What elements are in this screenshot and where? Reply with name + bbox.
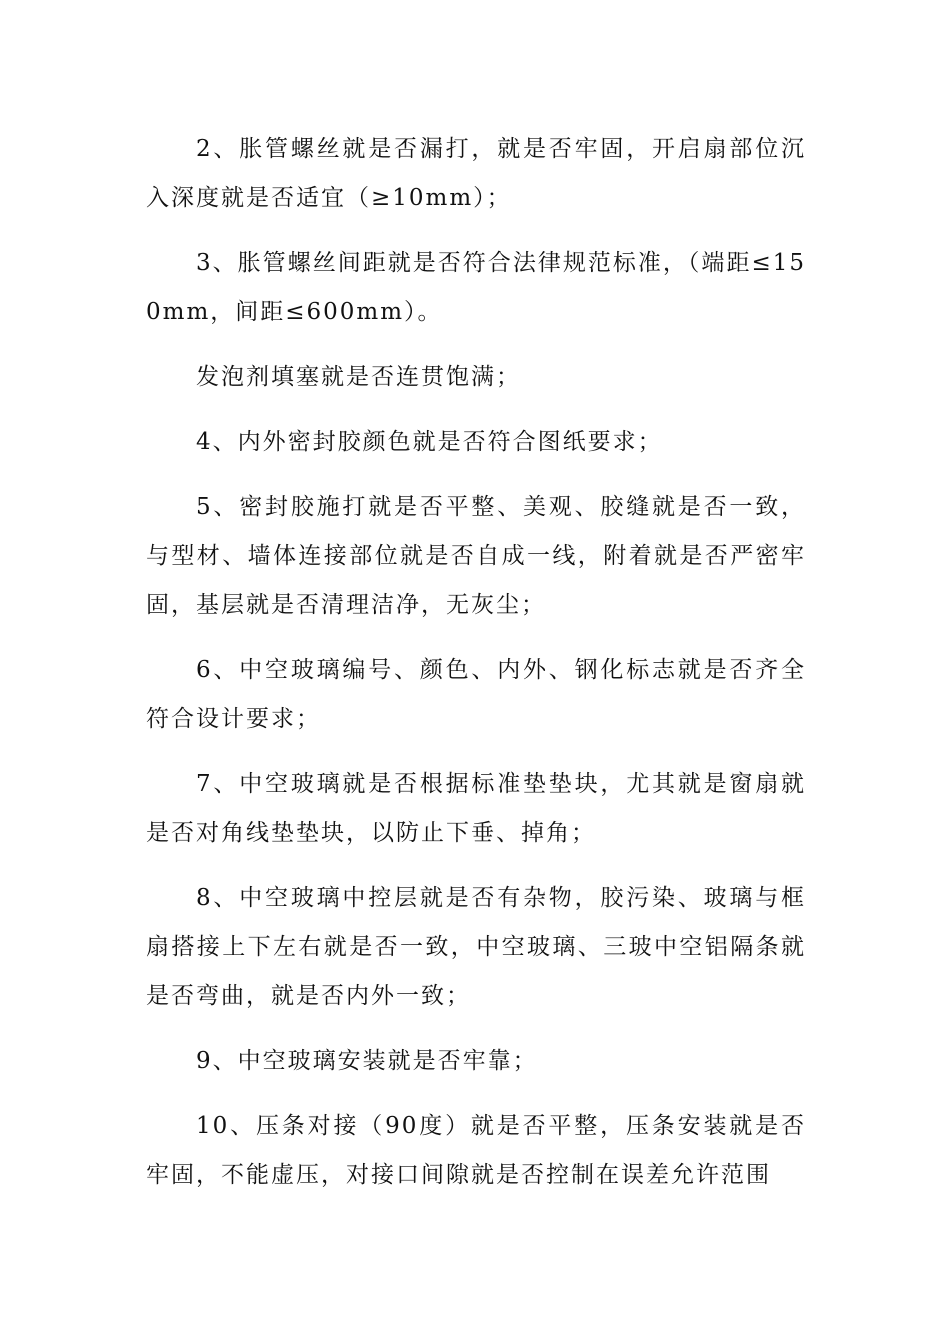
paragraph-item-5: 5、密封胶施打就是否平整、美观、胶缝就是否一致，与型材、墙体连接部位就是否自成一线，附着就是否严密牢固，基层就是否清理洁净，无灰尘； <box>146 494 806 618</box>
paragraph-item-3: 3、胀管螺丝间距就是否符合法律规范标准，（端距≤150mm，间距≤600mm）。 <box>146 250 806 325</box>
paragraph-item-4: 4、内外密封胶颜色就是否符合图纸要求； <box>196 429 663 455</box>
paragraph-item-9: 9、中空玻璃安装就是否牢靠； <box>196 1048 538 1074</box>
paragraph-item-10: 10、压条对接（90度）就是否平整，压条安装就是否牢固，不能虚压，对接口间隙就是否控制在误差允许范围 <box>146 1113 806 1188</box>
paragraph-item-6: 6、中空玻璃编号、颜色、内外、钢化标志就是否齐全符合设计要求； <box>146 657 806 732</box>
paragraph-item-7: 7、中空玻璃就是否根据标准垫垫块，尤其就是窗扇就是否对角线垫垫块，以防止下垂、掉角； <box>146 771 806 846</box>
document-page <box>146 125 806 1216</box>
paragraph-foam-filling: 发泡剂填塞就是否连贯饱满； <box>196 364 521 390</box>
paragraph-item-2: 2、胀管螺丝就是否漏打，就是否牢固，开启扇部位沉入深度就是否适宜（≥10mm）； <box>146 136 806 211</box>
paragraph-item-8: 8、中空玻璃中控层就是否有杂物，胶污染、玻璃与框扇搭接上下左右就是否一致，中空玻璃、三玻中空铝隔条就是否弯曲，就是否内外一致； <box>146 885 806 1009</box>
